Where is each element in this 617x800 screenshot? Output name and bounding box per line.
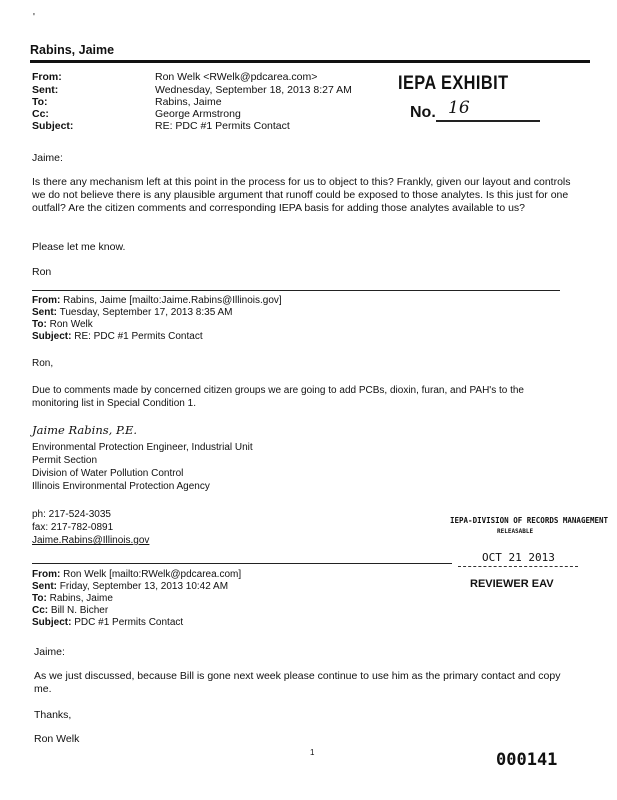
email3-to-label: To: [32, 593, 47, 604]
email2-sent-value: Tuesday, September 17, 2013 8:35 AM [59, 307, 233, 318]
email1-body: Is there any mechanism left at this point in the process for us to object to this? Frankly, given our layout and controls we do not believe there is any plausible argument that runoff could be exposed to those analytes. Is this just for one outfall? Are the citizen comments and corresponding IEPA basis for adding those analytes available to us? [32, 176, 571, 214]
email2-email-link[interactable]: Jaime.Rabins@Illinois.gov [32, 535, 150, 546]
email2-subject-line [32, 331, 203, 342]
email3-cc-line [32, 605, 108, 616]
email2-from-value: Rabins, Jaime [mailto:Jaime.Rabins@Illinois.gov] [63, 295, 282, 306]
email1-greeting: Jaime: [32, 152, 63, 164]
email3-from-value: Ron Welk [mailto:RWelk@pdcarea.com] [63, 569, 242, 580]
email2-subject-label: Subject: [32, 331, 72, 342]
email3-sent-label: Sent: [32, 581, 57, 592]
exhibit-no-underline [436, 120, 540, 122]
email2-to-value: Ron Welk [49, 319, 93, 330]
email2-from-label: From: [32, 295, 61, 306]
author-header: Rabins, Jaime [30, 43, 115, 57]
email2-to-label: To: [32, 319, 47, 330]
email3-signoff: Ron Welk [34, 733, 80, 745]
email2-body: Due to comments made by concerned citizen groups we are going to add PCBs, dioxin, furan, and PAH's to the monitoring list in Special Condition 1. [32, 385, 524, 409]
email2-to-line [32, 319, 93, 330]
email1-sent-value: Wednesday, September 18, 2013 8:27 AM [155, 84, 352, 96]
email1-cc-label: Cc: [32, 108, 49, 120]
email2-sent-line [32, 307, 233, 318]
email3-thanks: Thanks, [34, 709, 72, 721]
email3-greeting: Jaime: [34, 646, 65, 658]
email2-from-line [32, 295, 282, 306]
email2-title-line-4: Illinois Environmental Protection Agency [32, 481, 210, 492]
stray-mark: ' [33, 12, 35, 23]
email2-title-line-2: Permit Section [32, 455, 98, 466]
email2-phone: ph: 217-524-3035 [32, 509, 111, 520]
exhibit-no-label: No. [410, 104, 436, 121]
email1-to-label: To: [32, 96, 48, 108]
email2-fax: fax: 217-782-0891 [32, 522, 114, 533]
exhibit-no-value: 16 [448, 98, 470, 118]
bates-number: 000141 [496, 750, 558, 770]
stamp-reviewer: REVIEWER EAV [470, 578, 554, 590]
email3-to-value: Rabins, Jaime [49, 593, 113, 604]
email3-from-label: From: [32, 569, 61, 580]
email1-subject-label: Subject: [32, 120, 74, 132]
stamp-releasable: RELEASABLE [497, 528, 534, 535]
email2-title-line-1: Environmental Protection Engineer, Industrial Unit [32, 442, 253, 453]
email2-signature-name: Jaime Rabins, P.E. [32, 423, 138, 437]
stamp-date: OCT 21 2013 [482, 551, 555, 564]
email1-signoff: Ron [32, 266, 52, 278]
header-rule [30, 60, 590, 63]
email2-greeting: Ron, [32, 358, 54, 369]
email3-sent-line [32, 581, 228, 592]
email3-sent-value: Friday, September 13, 2013 10:42 AM [59, 581, 229, 592]
exhibit-title: IEPA EXHIBIT [398, 73, 509, 94]
email2-title-line-3: Division of Water Pollution Control [32, 468, 184, 479]
stamp-division: IEPA-DIVISION OF RECORDS MANAGEMENT [450, 516, 609, 525]
email3-to-line [32, 593, 113, 604]
email3-subject-value: PDC #1 Permits Contact [74, 617, 184, 628]
email2-subject-value: RE: PDC #1 Permits Contact [74, 331, 203, 342]
email3-subject-label: Subject: [32, 617, 72, 628]
email1-cc-value: George Armstrong [155, 108, 241, 120]
email3-from-line [32, 569, 241, 580]
email1-subject-value: RE: PDC #1 Permits Contact [155, 120, 290, 132]
stamp-date-line [458, 566, 578, 567]
email2-sent-label: Sent: [32, 307, 57, 318]
email3-subject-line [32, 617, 183, 628]
separator-1 [32, 290, 560, 291]
separator-2 [32, 563, 452, 564]
email1-from-value: Ron Welk <RWelk@pdcarea.com> [155, 71, 318, 83]
page-number: 1 [310, 748, 315, 757]
email1-sent-label: Sent: [32, 84, 59, 96]
email1-closing: Please let me know. [32, 241, 126, 253]
email3-cc-label: Cc: [32, 605, 49, 616]
email3-cc-value: Bill N. Bicher [50, 605, 109, 616]
email3-body: As we just discussed, because Bill is gone next week please continue to use him as the primary contact and copy me. [34, 670, 561, 695]
email1-to-value: Rabins, Jaime [155, 96, 222, 108]
email1-from-label: From: [32, 71, 62, 83]
